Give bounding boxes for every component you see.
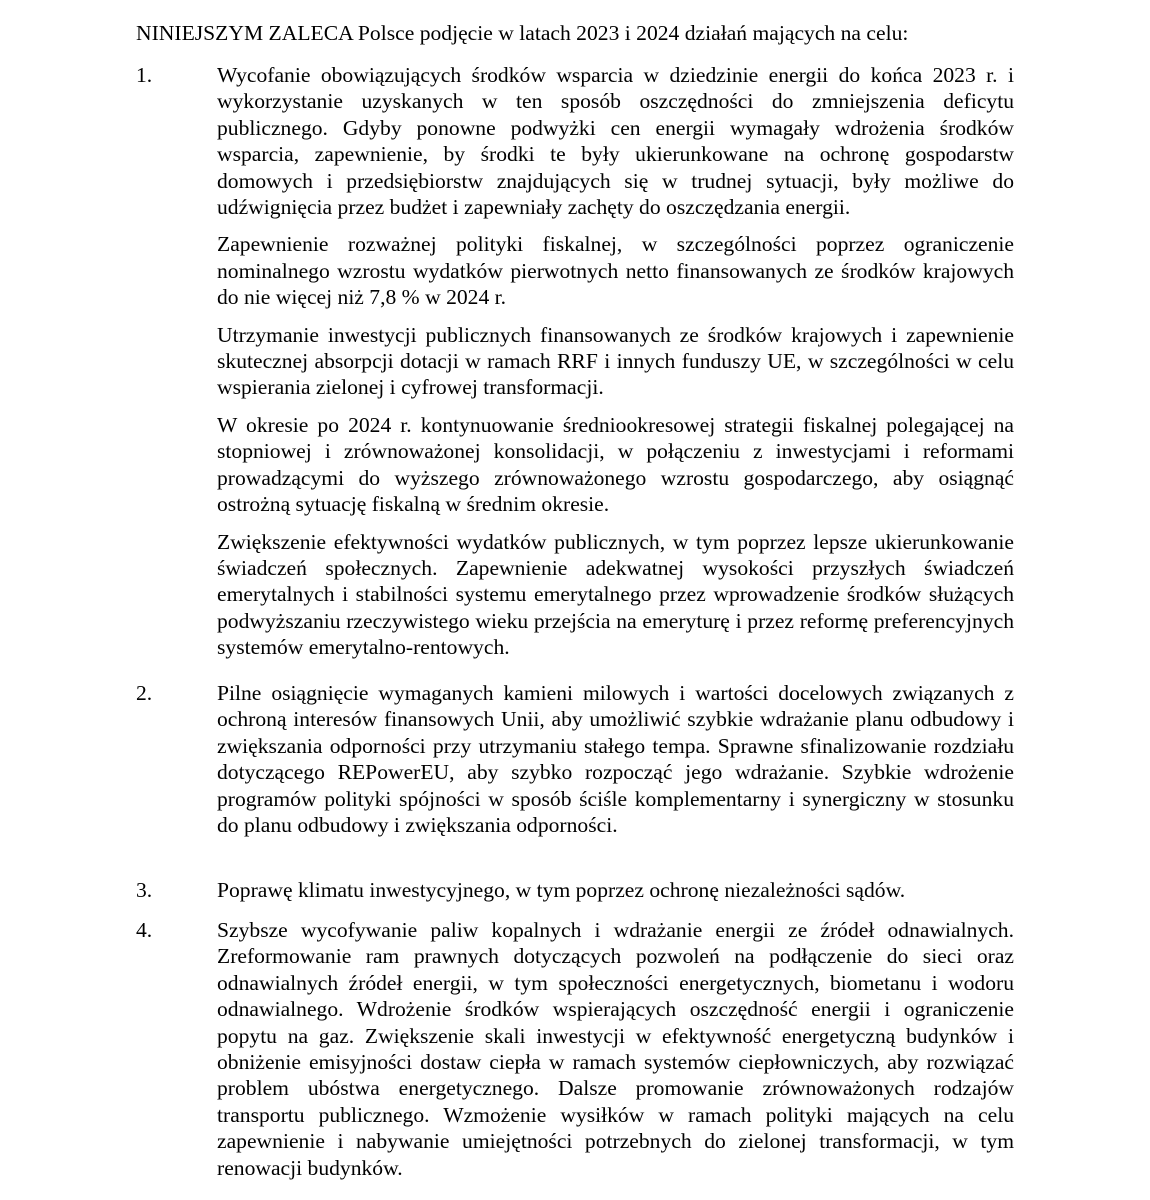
recommendation-item-4 — [136, 917, 1016, 1181]
item-number: 2. — [136, 681, 153, 705]
recommendation-item-1 — [136, 62, 1016, 661]
intro-sentence: NINIEJSZYM ZALECA Polsce podjęcie w latach 2023 i 2024 działań mających na celu: — [136, 21, 909, 45]
item-1-paragraph-2: Zapewnienie rozważnej polityki fiskalnej, w szczególności poprzez ograniczenie nominalnego wzrostu wydatków pierwotnych netto finansowanych ze środków krajowych do nie więcej niż 7,8 % w 2024 r. — [217, 232, 1014, 310]
item-number: 4. — [136, 918, 153, 942]
recommendation-item-2 — [136, 680, 1016, 838]
item-number: 1. — [136, 63, 153, 87]
item-1-paragraph-5: Zwiększenie efektywności wydatków publicznych, w tym poprzez lepsze ukierunkowanie świadczeń społecznych. Zapewnienie adekwatnej wysokości przyszłych świadczeń emerytalnych i stabilności systemu emerytalnego przez wprowadzenie środków służących podwyższaniu rzeczywistego wieku przejścia na emeryturę i przez reformę preferencyjnych systemów emerytalno-rentowych. — [217, 529, 1014, 660]
recommendation-item-3 — [136, 877, 1016, 903]
item-number: 3. — [136, 878, 153, 902]
item-4-paragraph-1: Szybsze wycofywanie paliw kopalnych i wdrażanie energii ze źródeł odnawialnych. Zreformowanie ram prawnych dotyczących pozwoleń na podłączenie do sieci oraz odnawialnych źródeł energii, w tym społeczności energetycznych, biometanu i wodoru odnawialnego. Wdrożenie środków wspierających oszczędność energii i ograniczenie popytu na gaz. Zwiększenie skali inwestycji w efektywność energetyczną budynków i obniżenie emisyjności dostaw ciepła w ramach systemów ciepłowniczych, aby rozwiązać problem ubóstwa energetycznego. Dalsze promowanie zrównoważonych rodzajów transportu publicznego. Wzmożenie wysiłków w ramach polityki mających na celu zapewnienie i nabywanie umiejętności potrzebnych do zielonej transformacji, w tym renowacji budynków. — [217, 918, 1014, 1180]
item-1-paragraph-3: Utrzymanie inwestycji publicznych finansowanych ze środków krajowych i zapewnienie skutecznej absorpcji dotacji w ramach RRF i innych funduszy UE, w szczególności w celu wspierania zielonej i cyfrowej transformacji. — [217, 322, 1014, 400]
item-2-paragraph-1: Pilne osiągnięcie wymaganych kamieni milowych i wartości docelowych związanych z ochroną interesów finansowych Unii, aby umożliwić szybkie wdrażanie planu odbudowy i zwiększania odporności przy utrzymaniu stałego tempa. Sprawne sfinalizowanie rozdziału dotyczącego REPowerEU, aby szybko rozpocząć jego wdrażanie. Szybkie wdrożenie programów polityki spójności w sposób ściśle komplementarny i synergiczny w stosunku do planu odbudowy i zwiększania odporności. — [217, 681, 1014, 838]
item-1-paragraph-4: W okresie po 2024 r. kontynuowanie średniookresowej strategii fiskalnej polegającej na stopniowej i zrównoważonej konsolidacji, w połączeniu z inwestycjami i reformami prowadzącymi do wyższego zrównoważonego wzrostu gospodarczego, aby osiągnąć ostrożną sytuację fiskalną w średnim okresie. — [217, 412, 1014, 517]
item-1-paragraph-1: Wycofanie obowiązujących środków wsparcia w dziedzinie energii do końca 2023 r. i wykorzystanie uzyskanych w ten sposób oszczędności do zmniejszenia deficytu publicznego. Gdyby ponowne podwyżki cen energii wymagały wdrożenia środków wsparcia, zapewnienie, by środki te były ukierunkowane na ochronę gospodarstw domowych i przedsiębiorstw znajdujących się w trudnej sytuacji, były możliwe do udźwignięcia przez budżet i zapewniały zachęty do oszczędzania energii. — [217, 63, 1014, 220]
item-3-paragraph-1: Poprawę klimatu inwestycyjnego, w tym poprzez ochronę niezależności sądów. — [217, 878, 906, 902]
